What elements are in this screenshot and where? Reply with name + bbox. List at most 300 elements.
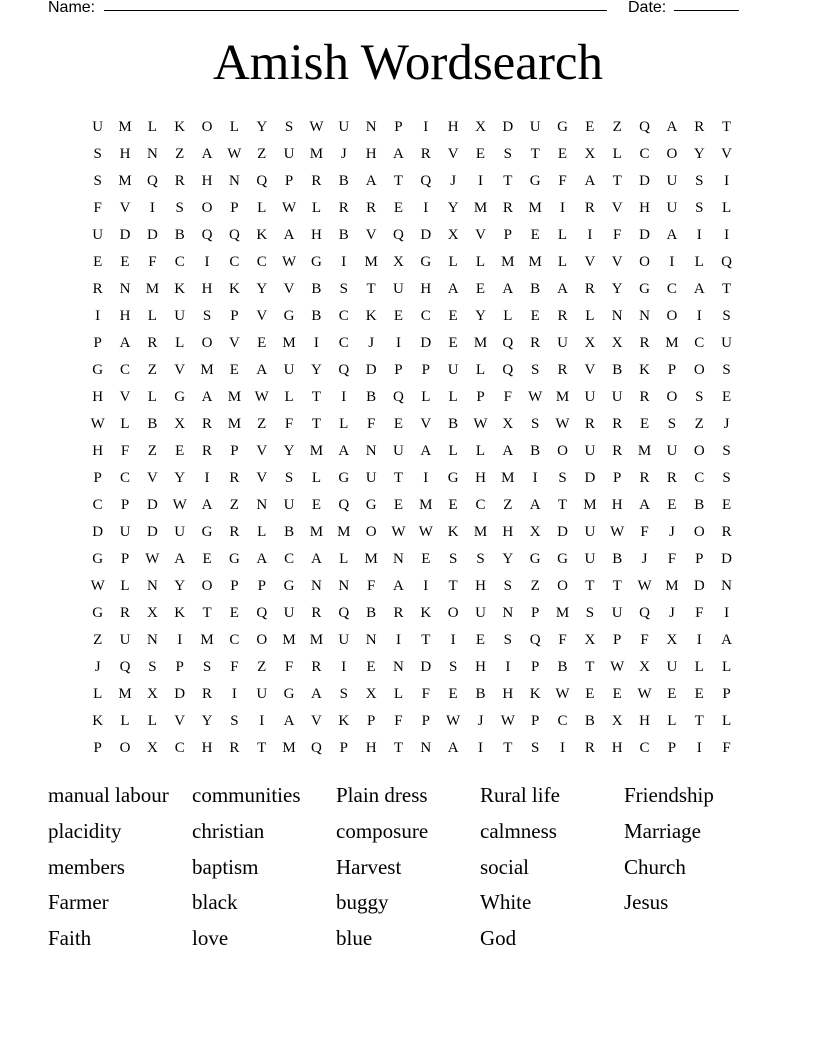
grid-cell[interactable]: P [531, 605, 540, 621]
grid-cell[interactable]: U [666, 200, 678, 216]
grid-cell[interactable]: B [612, 362, 623, 378]
grid-cell[interactable]: M [309, 443, 324, 459]
grid-cell[interactable]: F [613, 227, 622, 243]
grid-cell[interactable]: R [229, 524, 240, 540]
grid-cell[interactable]: T [585, 659, 595, 675]
grid-cell[interactable]: I [560, 740, 566, 756]
grid-cell[interactable]: C [475, 497, 486, 513]
grid-cell[interactable]: Y [475, 308, 486, 324]
grid-cell[interactable]: I [204, 254, 210, 270]
grid-cell[interactable]: C [666, 281, 677, 297]
grid-cell[interactable]: U [283, 497, 295, 513]
grid-cell[interactable]: E [639, 416, 650, 432]
grid-cell[interactable]: R [202, 416, 213, 432]
grid-cell[interactable]: S [230, 713, 239, 729]
grid-cell[interactable]: R [147, 335, 158, 351]
grid-cell[interactable]: S [339, 686, 348, 702]
grid-cell[interactable]: S [585, 605, 595, 621]
grid-cell[interactable]: S [284, 119, 294, 135]
grid-cell[interactable]: C [120, 470, 131, 486]
grid-cell[interactable]: X [611, 335, 623, 351]
grid-cell[interactable]: T [393, 740, 404, 756]
grid-cell[interactable]: N [365, 443, 377, 459]
grid-cell[interactable]: H [201, 740, 213, 756]
grid-cell[interactable]: L [557, 254, 568, 270]
grid-cell[interactable]: B [694, 497, 705, 513]
grid-cell[interactable]: D [693, 578, 705, 594]
grid-cell[interactable]: H [92, 389, 104, 405]
grid-cell[interactable]: R [639, 389, 650, 405]
grid-cell[interactable]: A [393, 146, 404, 162]
grid-cell[interactable]: D [146, 227, 158, 243]
grid-cell[interactable]: S [531, 362, 540, 378]
grid-cell[interactable]: U [557, 335, 568, 351]
grid-cell[interactable]: W [391, 524, 406, 540]
grid-cell[interactable]: W [473, 416, 488, 432]
grid-cell[interactable]: S [695, 389, 704, 405]
grid-cell[interactable]: C [229, 254, 240, 270]
grid-cell[interactable]: Q [393, 227, 404, 243]
grid-cell[interactable]: J [94, 659, 101, 675]
grid-cell[interactable]: M [637, 443, 652, 459]
grid-cell[interactable]: A [502, 281, 514, 297]
grid-cell[interactable]: A [721, 632, 732, 648]
grid-cell[interactable]: B [584, 713, 595, 729]
grid-cell[interactable]: N [311, 578, 322, 594]
grid-cell[interactable]: A [119, 335, 131, 351]
grid-cell[interactable]: J [668, 605, 675, 621]
grid-cell[interactable]: G [228, 551, 240, 567]
grid-cell[interactable]: F [366, 416, 376, 432]
grid-cell[interactable]: M [282, 335, 296, 351]
grid-cell[interactable]: K [228, 281, 240, 297]
grid-cell[interactable]: H [420, 281, 432, 297]
grid-cell[interactable]: A [201, 497, 213, 513]
grid-cell[interactable]: E [530, 308, 540, 324]
grid-cell[interactable]: M [555, 389, 570, 405]
grid-cell[interactable]: Y [174, 470, 186, 486]
grid-cell[interactable]: J [723, 416, 730, 432]
grid-cell[interactable]: D [119, 227, 131, 243]
grid-cell[interactable]: E [612, 686, 622, 702]
grid-cell[interactable]: V [365, 227, 377, 243]
grid-cell[interactable]: O [447, 605, 459, 621]
grid-cell[interactable]: W [90, 416, 105, 432]
grid-cell[interactable]: U [365, 470, 377, 486]
grid-cell[interactable]: I [423, 578, 429, 594]
grid-cell[interactable]: W [555, 686, 570, 702]
grid-cell[interactable]: R [639, 335, 650, 351]
grid-cell[interactable]: P [722, 686, 731, 702]
grid-cell[interactable]: I [395, 632, 401, 648]
grid-cell[interactable]: W [418, 524, 433, 540]
grid-cell[interactable]: A [584, 173, 596, 189]
grid-cell[interactable]: S [448, 659, 458, 675]
grid-cell[interactable]: D [174, 686, 186, 702]
grid-cell[interactable]: W [610, 659, 625, 675]
grid-cell[interactable]: P [175, 659, 184, 675]
grid-cell[interactable]: T [393, 470, 404, 486]
grid-cell[interactable]: Q [311, 740, 322, 756]
grid-cell[interactable]: G [529, 551, 541, 567]
grid-cell[interactable]: M [282, 740, 296, 756]
grid-cell[interactable]: Z [530, 578, 540, 594]
grid-cell[interactable]: L [721, 659, 732, 675]
grid-cell[interactable]: I [313, 335, 319, 351]
grid-cell[interactable]: U [92, 227, 104, 243]
grid-cell[interactable]: F [640, 524, 649, 540]
grid-cell[interactable]: O [119, 740, 131, 756]
grid-cell[interactable]: A [256, 362, 268, 378]
grid-cell[interactable]: O [201, 578, 213, 594]
grid-cell[interactable]: A [311, 686, 322, 702]
grid-cell[interactable]: V [256, 308, 268, 324]
grid-cell[interactable]: M [118, 119, 132, 135]
grid-cell[interactable]: B [530, 443, 541, 459]
grid-cell[interactable]: B [284, 524, 295, 540]
grid-cell[interactable]: M [501, 470, 515, 486]
grid-cell[interactable]: L [503, 308, 513, 324]
grid-cell[interactable]: N [365, 632, 377, 648]
grid-cell[interactable]: L [339, 551, 349, 567]
grid-cell[interactable]: A [529, 497, 541, 513]
grid-cell[interactable]: S [722, 362, 731, 378]
grid-cell[interactable]: A [693, 281, 705, 297]
grid-cell[interactable]: I [560, 200, 566, 216]
grid-cell[interactable]: I [423, 200, 429, 216]
grid-cell[interactable]: E [694, 686, 704, 702]
grid-cell[interactable]: M [118, 686, 132, 702]
grid-cell[interactable]: I [669, 254, 675, 270]
grid-cell[interactable]: N [228, 173, 240, 189]
grid-cell[interactable]: X [666, 632, 678, 648]
grid-cell[interactable]: P [230, 578, 239, 594]
grid-cell[interactable]: V [256, 470, 268, 486]
grid-cell[interactable]: A [502, 443, 514, 459]
grid-cell[interactable]: P [531, 659, 540, 675]
grid-cell[interactable]: A [447, 281, 459, 297]
grid-cell[interactable]: V [256, 443, 268, 459]
grid-cell[interactable]: K [447, 524, 459, 540]
grid-cell[interactable]: R [229, 740, 240, 756]
grid-cell[interactable]: Q [502, 335, 514, 351]
grid-cell[interactable]: P [421, 713, 430, 729]
grid-cell[interactable]: Q [338, 497, 350, 513]
grid-cell[interactable]: P [366, 713, 376, 729]
grid-cell[interactable]: W [172, 497, 187, 513]
grid-cell[interactable]: L [147, 713, 157, 729]
grid-cell[interactable]: L [694, 254, 704, 270]
grid-cell[interactable]: L [721, 200, 732, 216]
grid-cell[interactable]: R [557, 308, 568, 324]
grid-cell[interactable]: L [448, 443, 458, 459]
grid-cell[interactable]: M [282, 632, 296, 648]
grid-cell[interactable]: W [500, 713, 515, 729]
grid-cell[interactable]: X [174, 416, 186, 432]
grid-cell[interactable]: W [528, 389, 543, 405]
grid-cell[interactable]: R [666, 470, 677, 486]
grid-cell[interactable]: N [721, 578, 732, 594]
grid-cell[interactable]: Q [201, 227, 213, 243]
grid-cell[interactable]: S [722, 443, 731, 459]
grid-cell[interactable]: M [309, 524, 324, 540]
grid-cell[interactable]: K [365, 308, 377, 324]
grid-cell[interactable]: X [639, 659, 650, 675]
grid-cell[interactable]: B [147, 416, 158, 432]
grid-cell[interactable]: X [584, 335, 596, 351]
grid-cell[interactable]: P [394, 119, 403, 135]
grid-cell[interactable]: Q [639, 119, 650, 135]
grid-cell[interactable]: S [695, 173, 704, 189]
grid-cell[interactable]: W [637, 686, 652, 702]
grid-cell[interactable]: D [502, 119, 514, 135]
grid-cell[interactable]: J [477, 713, 484, 729]
grid-cell[interactable]: X [502, 416, 514, 432]
grid-cell[interactable]: H [475, 470, 486, 486]
grid-cell[interactable]: Q [338, 362, 350, 378]
grid-cell[interactable]: I [724, 227, 730, 243]
grid-cell[interactable]: X [447, 227, 459, 243]
grid-cell[interactable]: L [229, 119, 239, 135]
grid-cell[interactable]: L [284, 389, 294, 405]
grid-cell[interactable]: X [146, 605, 158, 621]
grid-cell[interactable]: E [421, 551, 431, 567]
grid-cell[interactable]: P [531, 713, 540, 729]
grid-cell[interactable]: U [529, 119, 541, 135]
grid-cell[interactable]: H [639, 200, 650, 216]
grid-cell[interactable]: W [637, 578, 652, 594]
grid-cell[interactable]: L [339, 416, 349, 432]
grid-cell[interactable]: S [202, 659, 212, 675]
grid-cell[interactable]: U [393, 281, 404, 297]
grid-cell[interactable]: I [95, 308, 101, 324]
grid-cell[interactable]: E [229, 362, 239, 378]
grid-cell[interactable]: F [722, 740, 731, 756]
grid-cell[interactable]: M [364, 254, 378, 270]
grid-cell[interactable]: T [311, 389, 321, 405]
grid-cell[interactable]: I [341, 659, 347, 675]
grid-cell[interactable]: R [311, 605, 322, 621]
grid-cell[interactable]: M [665, 578, 679, 594]
grid-cell[interactable]: R [584, 416, 595, 432]
grid-cell[interactable]: I [477, 173, 483, 189]
grid-cell[interactable]: B [338, 227, 349, 243]
grid-cell[interactable]: Z [175, 146, 185, 162]
grid-cell[interactable]: V [311, 713, 322, 729]
grid-cell[interactable]: F [394, 713, 403, 729]
grid-cell[interactable]: Z [257, 416, 267, 432]
grid-cell[interactable]: N [393, 659, 404, 675]
grid-cell[interactable]: W [90, 578, 105, 594]
grid-cell[interactable]: U [584, 389, 596, 405]
grid-cell[interactable]: U [92, 119, 104, 135]
grid-cell[interactable]: G [283, 308, 295, 324]
grid-cell[interactable]: F [640, 632, 649, 648]
grid-cell[interactable]: E [448, 497, 458, 513]
grid-cell[interactable]: U [283, 362, 295, 378]
grid-cell[interactable]: T [530, 146, 540, 162]
grid-cell[interactable]: U [584, 524, 596, 540]
grid-cell[interactable]: U [611, 389, 623, 405]
grid-cell[interactable]: C [92, 497, 103, 513]
grid-cell[interactable]: B [530, 281, 541, 297]
grid-cell[interactable]: G [639, 281, 650, 297]
grid-cell[interactable]: F [148, 254, 157, 270]
grid-cell[interactable]: J [641, 551, 648, 567]
grid-cell[interactable]: X [146, 740, 158, 756]
grid-cell[interactable]: Q [639, 605, 650, 621]
grid-cell[interactable]: A [420, 443, 432, 459]
grid-cell[interactable]: O [201, 119, 213, 135]
grid-cell[interactable]: H [611, 497, 623, 513]
grid-cell[interactable]: I [231, 686, 237, 702]
grid-cell[interactable]: C [229, 632, 240, 648]
grid-cell[interactable]: Z [612, 119, 622, 135]
grid-cell[interactable]: U [666, 659, 678, 675]
grid-cell[interactable]: Z [93, 632, 103, 648]
grid-cell[interactable]: A [666, 119, 678, 135]
grid-cell[interactable]: I [341, 254, 347, 270]
grid-cell[interactable]: W [446, 713, 461, 729]
grid-cell[interactable]: D [584, 470, 596, 486]
grid-cell[interactable]: I [532, 470, 538, 486]
grid-cell[interactable]: H [475, 578, 486, 594]
grid-cell[interactable]: U [611, 605, 623, 621]
grid-cell[interactable]: R [229, 470, 240, 486]
grid-cell[interactable]: F [366, 578, 376, 594]
grid-cell[interactable]: H [119, 308, 131, 324]
grid-cell[interactable]: V [119, 389, 131, 405]
grid-cell[interactable]: T [366, 281, 376, 297]
grid-cell[interactable]: V [283, 281, 295, 297]
grid-cell[interactable]: Q [721, 254, 732, 270]
grid-cell[interactable]: V [721, 146, 732, 162]
grid-cell[interactable]: D [557, 524, 568, 540]
date-field[interactable] [674, 10, 739, 11]
grid-cell[interactable]: E [475, 146, 486, 162]
grid-cell[interactable]: P [421, 362, 430, 378]
grid-cell[interactable]: D [639, 227, 650, 243]
grid-cell[interactable]: N [420, 740, 432, 756]
grid-cell[interactable]: S [722, 470, 731, 486]
grid-cell[interactable]: D [92, 524, 104, 540]
grid-cell[interactable]: E [557, 146, 568, 162]
grid-cell[interactable]: U [721, 335, 732, 351]
grid-cell[interactable]: O [639, 254, 650, 270]
grid-cell[interactable]: X [146, 686, 158, 702]
grid-cell[interactable]: L [175, 335, 185, 351]
grid-cell[interactable]: Z [147, 362, 157, 378]
grid-cell[interactable]: R [393, 605, 404, 621]
grid-cell[interactable]: F [284, 416, 294, 432]
grid-cell[interactable]: N [639, 308, 650, 324]
grid-cell[interactable]: U [174, 524, 186, 540]
grid-cell[interactable]: X [584, 632, 596, 648]
grid-cell[interactable]: D [146, 497, 158, 513]
grid-cell[interactable]: E [202, 551, 212, 567]
grid-cell[interactable]: F [284, 659, 294, 675]
grid-cell[interactable]: P [339, 740, 348, 756]
grid-cell[interactable]: O [201, 335, 213, 351]
grid-cell[interactable]: O [201, 200, 213, 216]
grid-cell[interactable]: L [667, 713, 677, 729]
grid-cell[interactable]: C [420, 308, 431, 324]
grid-cell[interactable]: L [147, 119, 157, 135]
grid-cell[interactable]: T [448, 578, 458, 594]
grid-cell[interactable]: Q [338, 605, 350, 621]
grid-cell[interactable]: G [92, 605, 104, 621]
grid-cell[interactable]: F [667, 551, 677, 567]
grid-cell[interactable]: A [557, 281, 568, 297]
grid-cell[interactable]: A [393, 578, 404, 594]
grid-cell[interactable]: F [230, 659, 239, 675]
grid-cell[interactable]: G [420, 254, 432, 270]
grid-cell[interactable]: W [555, 416, 570, 432]
grid-cell[interactable]: S [503, 632, 512, 648]
grid-cell[interactable]: B [366, 389, 377, 405]
grid-cell[interactable]: U [584, 443, 596, 459]
grid-cell[interactable]: H [119, 146, 131, 162]
grid-cell[interactable]: N [502, 605, 514, 621]
grid-cell[interactable]: V [119, 200, 131, 216]
grid-cell[interactable]: L [557, 227, 568, 243]
grid-cell[interactable]: H [502, 524, 514, 540]
grid-cell[interactable]: Z [503, 497, 513, 513]
grid-cell[interactable]: M [528, 254, 542, 270]
grid-cell[interactable]: I [395, 335, 401, 351]
grid-cell[interactable]: E [585, 686, 595, 702]
grid-cell[interactable]: D [420, 227, 432, 243]
grid-cell[interactable]: A [256, 551, 268, 567]
grid-cell[interactable]: F [93, 200, 102, 216]
grid-cell[interactable]: D [146, 524, 158, 540]
grid-cell[interactable]: K [420, 605, 432, 621]
grid-cell[interactable]: K [174, 605, 186, 621]
grid-cell[interactable]: Z [229, 497, 239, 513]
grid-cell[interactable]: S [503, 578, 512, 594]
grid-cell[interactable]: D [420, 335, 432, 351]
grid-cell[interactable]: Y [283, 443, 295, 459]
grid-cell[interactable]: I [724, 605, 730, 621]
grid-cell[interactable]: W [281, 254, 297, 270]
grid-cell[interactable]: B [311, 308, 322, 324]
grid-cell[interactable]: L [120, 713, 130, 729]
grid-cell[interactable]: E [530, 227, 540, 243]
grid-cell[interactable]: H [201, 281, 213, 297]
grid-cell[interactable]: M [473, 200, 488, 216]
grid-cell[interactable]: M [309, 632, 324, 648]
grid-cell[interactable]: U [338, 632, 350, 648]
grid-cell[interactable]: O [666, 308, 678, 324]
grid-cell[interactable]: S [476, 551, 485, 567]
grid-cell[interactable]: M [337, 524, 351, 540]
grid-cell[interactable]: A [639, 497, 650, 513]
grid-cell[interactable]: I [477, 740, 483, 756]
grid-cell[interactable]: S [531, 416, 540, 432]
grid-cell[interactable]: O [557, 578, 568, 594]
grid-cell[interactable]: V [475, 227, 486, 243]
grid-cell[interactable]: I [423, 470, 429, 486]
grid-cell[interactable]: S [531, 740, 540, 756]
grid-cell[interactable]: Q [420, 173, 432, 189]
grid-cell[interactable]: E [475, 281, 486, 297]
grid-cell[interactable]: Q [228, 227, 240, 243]
grid-cell[interactable]: I [696, 308, 702, 324]
grid-cell[interactable]: V [420, 416, 432, 432]
grid-cell[interactable]: P [93, 335, 102, 351]
grid-cell[interactable]: S [667, 416, 677, 432]
grid-cell[interactable]: E [448, 308, 458, 324]
